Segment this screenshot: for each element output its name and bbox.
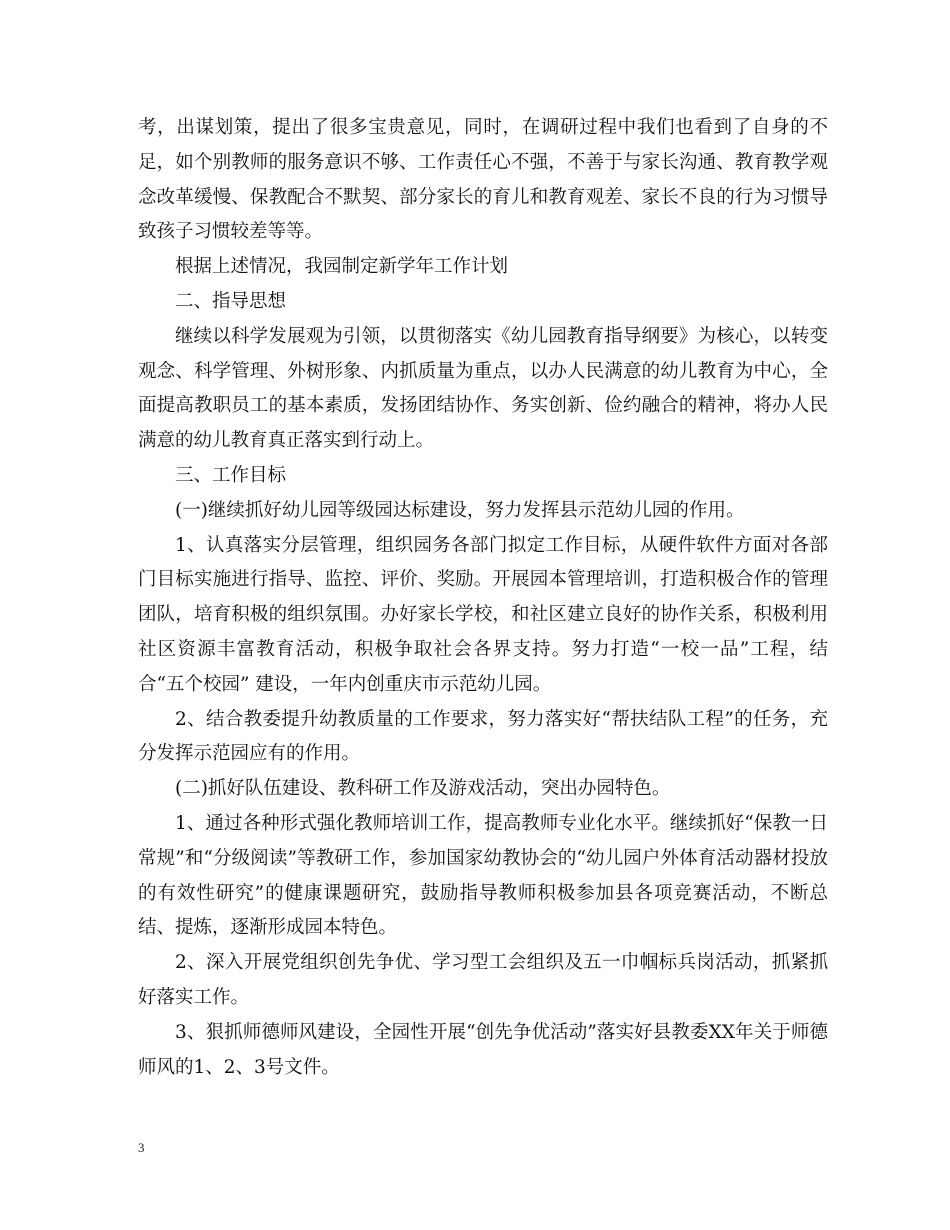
section-heading-work-goals: 三、工作目标 bbox=[175, 464, 287, 486]
paragraph-1: 考，出谋划策，提出了很多宝贵意见，同时，在调研过程中我们也看到了自身的不足，如个别教师的服务意识不够、工作责任心不强，不善于与家长沟通、教育教学观念改革缓慢、保教配合不默契、部分家长的育儿和教育观差、家长不良的行为习惯导致孩子习惯较差等等。 bbox=[138, 117, 828, 243]
subsection-heading-1: (一)继续抓好幼儿园等级园达标建设，努力发挥县示范幼儿园的作用。 bbox=[175, 499, 745, 521]
paragraph-7: 1、认真落实分层管理，组织园务各部门拟定工作目标，从硬件软件方面对各部门目标实施进行指导、监控、评价、奖励。开展园本管理培训，打造积极合作的管理团队，培育积极的组织氛围。办好家长学校，和社区建立良好的协作关系，积极利用社区资源丰富教育活动，积极争取社会各界支持。努力打造“一校一品”工程，结合“五个校园” 建设，一年内创重庆市示范幼儿园。 bbox=[138, 534, 828, 695]
page-number: 3 bbox=[138, 1140, 145, 1155]
subsection-heading-2: (二)抓好队伍建设、教科研工作及游戏活动，突出办园特色。 bbox=[175, 778, 671, 800]
section-heading-guiding-ideology: 二、指导思想 bbox=[175, 290, 287, 312]
paragraph-11: 2、深入开展党组织创先争优、学习型工会组织及五一巾帼标兵岗活动，抓紧抓好落实工作。 bbox=[138, 952, 828, 1008]
paragraph-8: 2、结合教委提升幼教质量的工作要求，努力落实好“帮扶结队工程”的任务，充分发挥示范园应有的作用。 bbox=[138, 708, 828, 765]
paragraph-2: 根据上述情况，我园制定新学年工作计划 bbox=[175, 256, 509, 278]
paragraph-12: 3、狠抓师德师风建设，全园性开展“创先争优活动”落实好县教委XX年关于师德师风的1、2、3号文件。 bbox=[138, 1021, 828, 1078]
document-body bbox=[138, 111, 828, 1085]
paragraph-10: 1、通过各种形式强化教师培训工作，提高教师专业化水平。继续抓好“保教一日常规”和“分级阅读”等教研工作，参加国家幼教协会的“幼儿园户外体育活动器材投放的有效性研究”的健康课题研究，鼓励指导教师积极参加县各项竞赛活动，不断总结、提炼，逐渐形成园本特色。 bbox=[138, 812, 828, 939]
paragraph-4: 继续以科学发展观为引领，以贯彻落实《幼儿园教育指导纲要》为核心，以转变观念、科学管理、外树形象、内抓质量为重点，以办人民满意的幼儿教育为中心，全面提高教职员工的基本素质，发扬团结协作、务实创新、俭约融合的精神，将办人民满意的幼儿教育真正落实到行动上。 bbox=[138, 325, 828, 452]
